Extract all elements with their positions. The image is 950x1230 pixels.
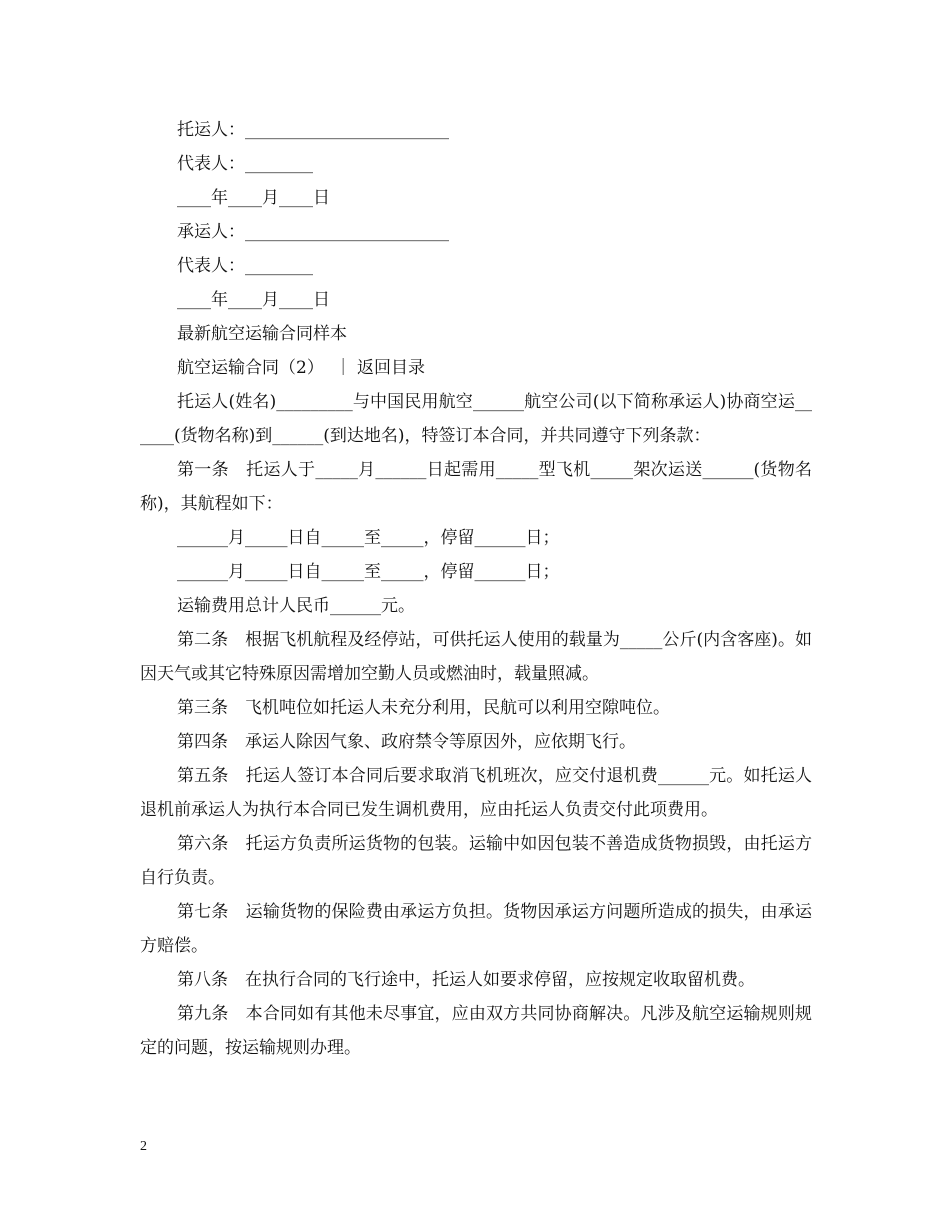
shipper-representative-line: 代表人：________ [177, 154, 313, 174]
article-5: 第五条 托运人签订本合同后要求取消飞机班次，应交付退机费______元。如托运人退机前承运人为执行本合同已发生调机费用，应由托运人负责交付此项费用。 [140, 766, 812, 820]
contract-title: 航空运输合同（2） [177, 358, 324, 378]
article-7: 第七条 运输货物的保险费由承运方负担。货物因承运方问题所造成的损失，由承运方赔偿。 [140, 902, 812, 956]
carrier-date-line: ____年____月____日 [177, 290, 330, 310]
article-9: 第九条 本合同如有其他未尽事宜，应由双方共同协商解决。凡涉及航空运输规则规定的问题，按运输规则办理。 [140, 1004, 812, 1058]
carrier-representative-line: 代表人：________ [177, 256, 313, 276]
separator-bar: ｜ [334, 358, 352, 378]
carrier-signature-line: 承运人：________________________ [177, 222, 449, 242]
article-3: 第三条 飞机吨位如托运人未充分利用，民航可以利用空隙吨位。 [177, 698, 670, 718]
document-body [140, 113, 812, 1065]
back-to-toc-link[interactable]: 返回目录 [357, 358, 426, 378]
page-number: 2 [140, 1139, 147, 1154]
fee-total: 运输费用总计人民币______元。 [177, 596, 415, 616]
article-6: 第六条 托运方负责所运货物的包装。运输中如因包装不善造成货物损毁，由托运方自行负责。 [140, 834, 812, 888]
article-4: 第四条 承运人除因气象、政府禁令等原因外，应依期飞行。 [177, 732, 636, 752]
contract-intro: 托运人(姓名)_________与中国民用航空______航空公司(以下简称承运人)协商空运______(货物名称)到______(到达地名)，特签订本合同，并共同遵守下列条款： [140, 392, 812, 446]
article-8: 第八条 在执行合同的飞行途中，托运人如要求停留，应按规定收取留机费。 [177, 970, 755, 990]
article-2: 第二条 根据飞机航程及经停站，可供托运人使用的载量为_____公斤(内含客座)。如因天气或其它特殊原因需增加空勤人员或燃油时，载量照减。 [140, 630, 812, 684]
article-1: 第一条 托运人于_____月______日起需用_____型飞机_____架次运送______(货物名称)，其航程如下： [140, 460, 812, 514]
route-line-2: ______月_____日自_____至_____，停留______日； [177, 562, 560, 582]
shipper-signature-line: 托运人：________________________ [177, 120, 449, 140]
shipper-date-line: ____年____月____日 [177, 188, 330, 208]
route-line-1: ______月_____日自_____至_____，停留______日； [177, 528, 560, 548]
contract-heading-row [140, 351, 812, 385]
sample-title: 最新航空运输合同样本 [177, 324, 347, 344]
